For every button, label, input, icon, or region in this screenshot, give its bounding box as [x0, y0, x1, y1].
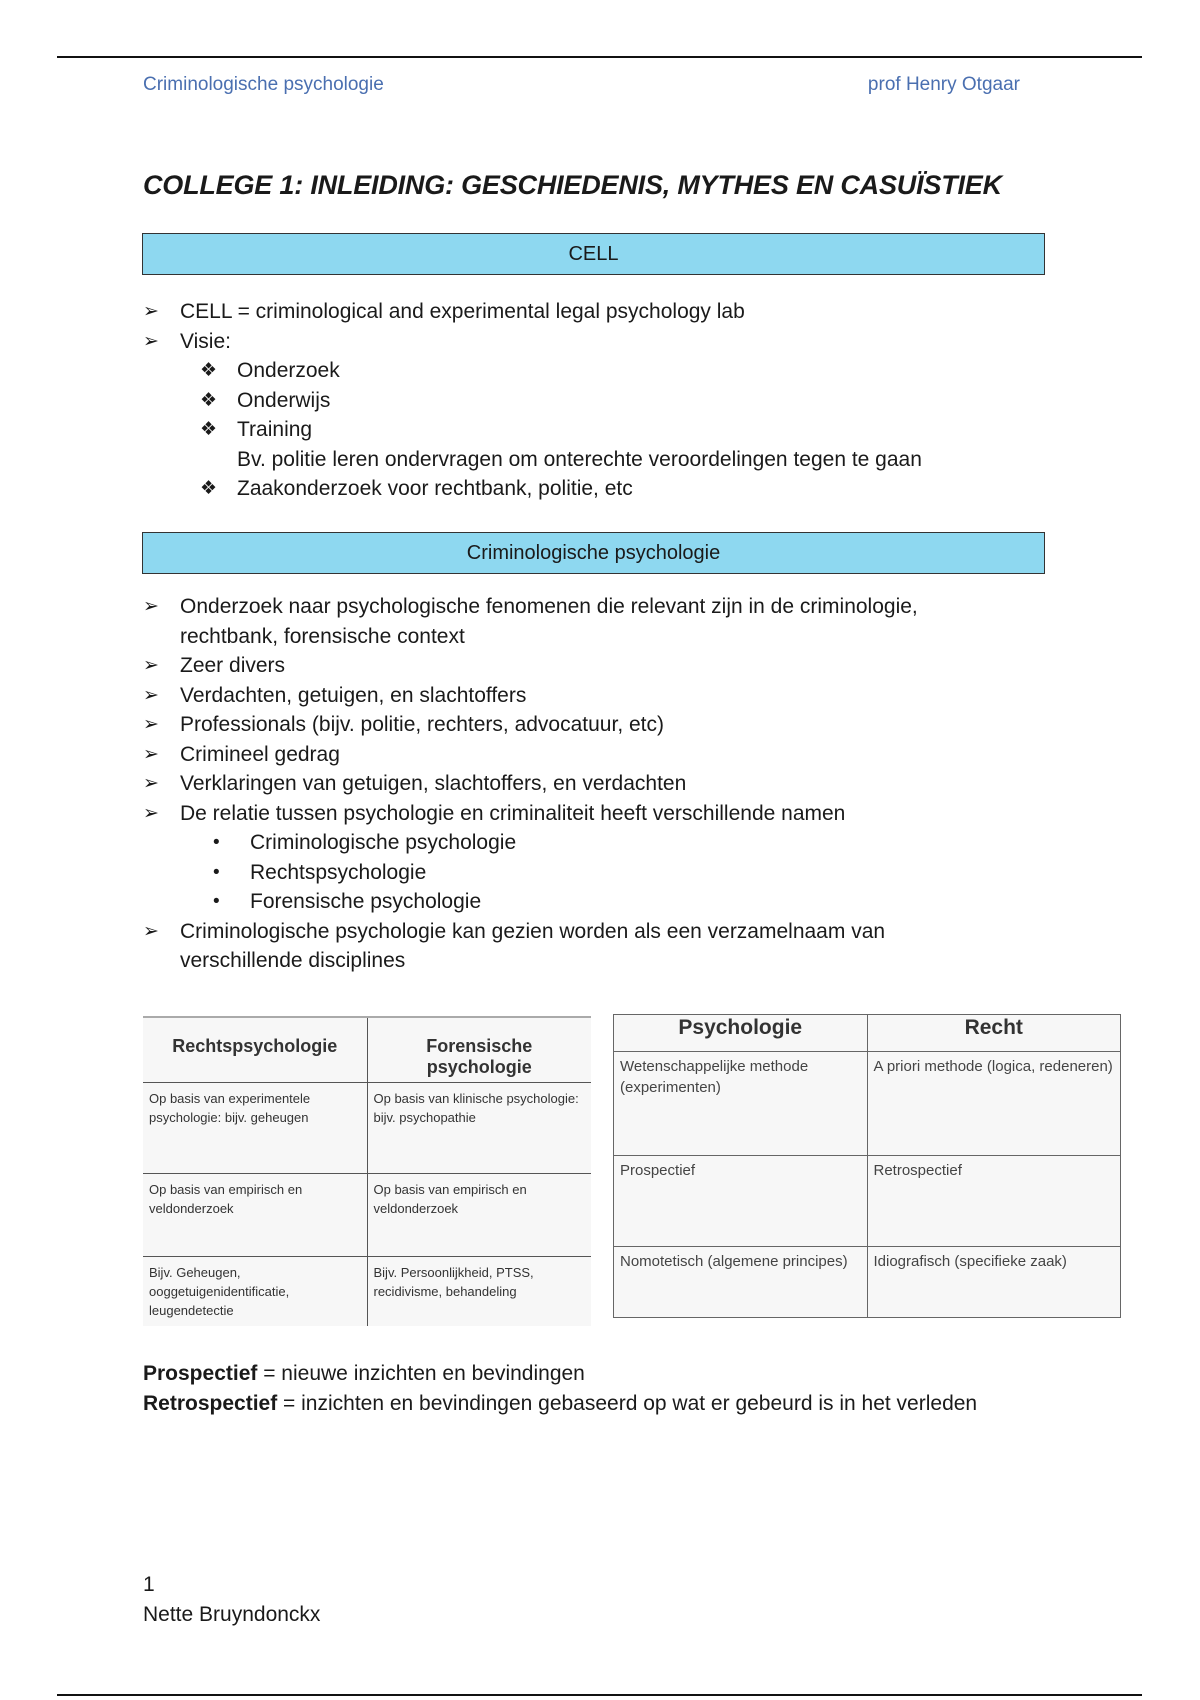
- arrow-bullet-icon: ➢: [143, 596, 159, 617]
- crim-list: [143, 592, 918, 976]
- comparison-table-rechts-forensisch: [143, 1016, 591, 1326]
- author-name: Nette Bruyndonckx: [143, 1603, 321, 1626]
- arrow-bullet-icon: ➢: [143, 743, 159, 765]
- list-item: ➢ Professionals (bijv. politie, rechters, advocatuur, etc): [143, 710, 918, 740]
- table-cell: Wetenschappelijke methode (experimenten): [614, 1052, 868, 1156]
- table-cell: Op basis van empirisch en veldonderzoek: [143, 1174, 367, 1257]
- table-cell: Op basis van klinische psychologie: bijv. psychopathie: [367, 1083, 591, 1174]
- table-cell: Prospectief: [614, 1156, 868, 1247]
- diamond-bullet-icon: ❖: [200, 389, 218, 411]
- table-header: Forensische psychologie: [367, 1017, 591, 1083]
- arrow-bullet-icon: ➢: [143, 301, 159, 322]
- section-heading-criminologische-psychologie: [142, 532, 1045, 574]
- list-item: ❖ Onderwijs: [143, 386, 922, 416]
- definition-retrospectief: [143, 1389, 977, 1419]
- list-item: ➢ Onderzoek naar psychologische fenomenen die relevant zijn in de criminologie,: [143, 592, 918, 622]
- table-header-row: [143, 1017, 591, 1083]
- table-header-row: [614, 1015, 1121, 1052]
- list-item: ➢ Zeer divers: [143, 651, 918, 681]
- table-header: Recht: [867, 1015, 1121, 1052]
- list-item: ➢ Visie:: [143, 327, 922, 357]
- section-heading-cell: [142, 233, 1045, 275]
- table-cell: Retrospectief: [867, 1156, 1121, 1247]
- arrow-bullet-icon: ➢: [143, 802, 159, 824]
- arrow-bullet-icon: ➢: [143, 773, 159, 794]
- table-cell: A priori methode (logica, redeneren): [867, 1052, 1121, 1156]
- arrow-bullet-icon: ➢: [143, 655, 159, 676]
- page-footer: [143, 1570, 320, 1630]
- definition-term: Prospectief: [143, 1362, 258, 1385]
- diamond-bullet-icon: ❖: [200, 478, 218, 499]
- list-item: ❖ Onderzoek: [143, 356, 922, 386]
- dot-bullet-icon: •: [213, 891, 220, 912]
- table-cell: Idiografisch (specifieke zaak): [867, 1247, 1121, 1318]
- arrow-bullet-icon: ➢: [143, 684, 159, 706]
- list-item-continuation: rechtbank, forensische context: [180, 624, 465, 648]
- table-header: Psychologie: [614, 1015, 868, 1052]
- arrow-bullet-icon: ➢: [143, 920, 159, 942]
- definition-text: = inzichten en bevindingen gebaseerd op wat er gebeurd is in het verleden: [277, 1392, 978, 1415]
- list-item-continuation: verschillende disciplines: [180, 949, 406, 972]
- page-header: [143, 74, 1020, 96]
- page-title: COLLEGE 1: INLEIDING: GESCHIEDENIS, MYTHES EN CASUÏSTIEK: [143, 170, 1002, 200]
- definition-term: Retrospectief: [143, 1392, 278, 1415]
- table-row: [143, 1257, 591, 1327]
- cell-list: [143, 297, 922, 504]
- dot-bullet-icon: •: [213, 832, 220, 853]
- table-cell: Bijv. Geheugen, ooggetuigenidentificatie, leugendetectie: [143, 1257, 367, 1327]
- table-cell: Bijv. Persoonlijkheid, PTSS, recidivisme, behandeling: [373, 1265, 534, 1299]
- table-row: [143, 1174, 591, 1257]
- definition-prospectief: [143, 1359, 977, 1389]
- section-heading-crim-label: Criminologische psychologie: [466, 541, 721, 564]
- list-item: ➢ De relatie tussen psychologie en criminaliteit heeft verschillende namen: [143, 799, 918, 829]
- list-item: ➢ Verdachten, getuigen, en slachtoffers: [143, 681, 918, 711]
- top-rule: [57, 56, 1142, 58]
- list-item: ➢ CELL = criminological and experimental legal psychology lab: [143, 297, 922, 327]
- arrow-bullet-icon: ➢: [143, 714, 159, 735]
- list-item: ➢ Crimineel gedrag: [143, 740, 918, 770]
- list-item: • Criminologische psychologie: [143, 828, 918, 858]
- definitions: [143, 1359, 977, 1419]
- header-professor: prof Henry Otgaar: [867, 74, 1020, 95]
- table-row: [614, 1156, 1121, 1247]
- comparison-table-psychologie-recht: [613, 1014, 1121, 1318]
- header-course: Criminologische psychologie: [143, 74, 384, 95]
- list-item: ➢ Verklaringen van getuigen, slachtoffers, en verdachten: [143, 769, 918, 799]
- bottom-rule: [57, 1694, 1142, 1696]
- table-row: [614, 1052, 1121, 1156]
- list-item: • Rechtspsychologie: [143, 858, 918, 888]
- list-item: ❖ Zaakonderzoek voor rechtbank, politie, etc: [143, 474, 922, 504]
- arrow-bullet-icon: ➢: [143, 330, 159, 352]
- definition-text: = nieuwe inzichten en bevindingen: [257, 1362, 585, 1385]
- list-item: • Forensische psychologie: [143, 887, 918, 917]
- table-cell: Nomotetisch (algemene principes): [614, 1247, 868, 1318]
- list-item-continuation: Bv. politie leren ondervragen om onterechte veroordelingen tegen te gaan: [237, 447, 922, 471]
- table-header: Rechtspsychologie: [143, 1017, 367, 1083]
- table-row: [614, 1247, 1121, 1318]
- diamond-bullet-icon: ❖: [200, 360, 218, 381]
- table-cell: Op basis van empirisch en veldonderzoek: [367, 1174, 591, 1257]
- section-heading-cell-label: CELL: [568, 242, 619, 265]
- table-cell: Op basis van experimentele psychologie: bijv. geheugen: [143, 1083, 367, 1174]
- table-row: [143, 1083, 591, 1174]
- page-number: 1: [143, 1573, 155, 1596]
- list-item: ❖ Training: [143, 415, 922, 445]
- list-item: ➢ Criminologische psychologie kan gezien worden als een verzamelnaam van: [143, 917, 918, 947]
- dot-bullet-icon: •: [213, 861, 220, 883]
- diamond-bullet-icon: ❖: [200, 419, 218, 440]
